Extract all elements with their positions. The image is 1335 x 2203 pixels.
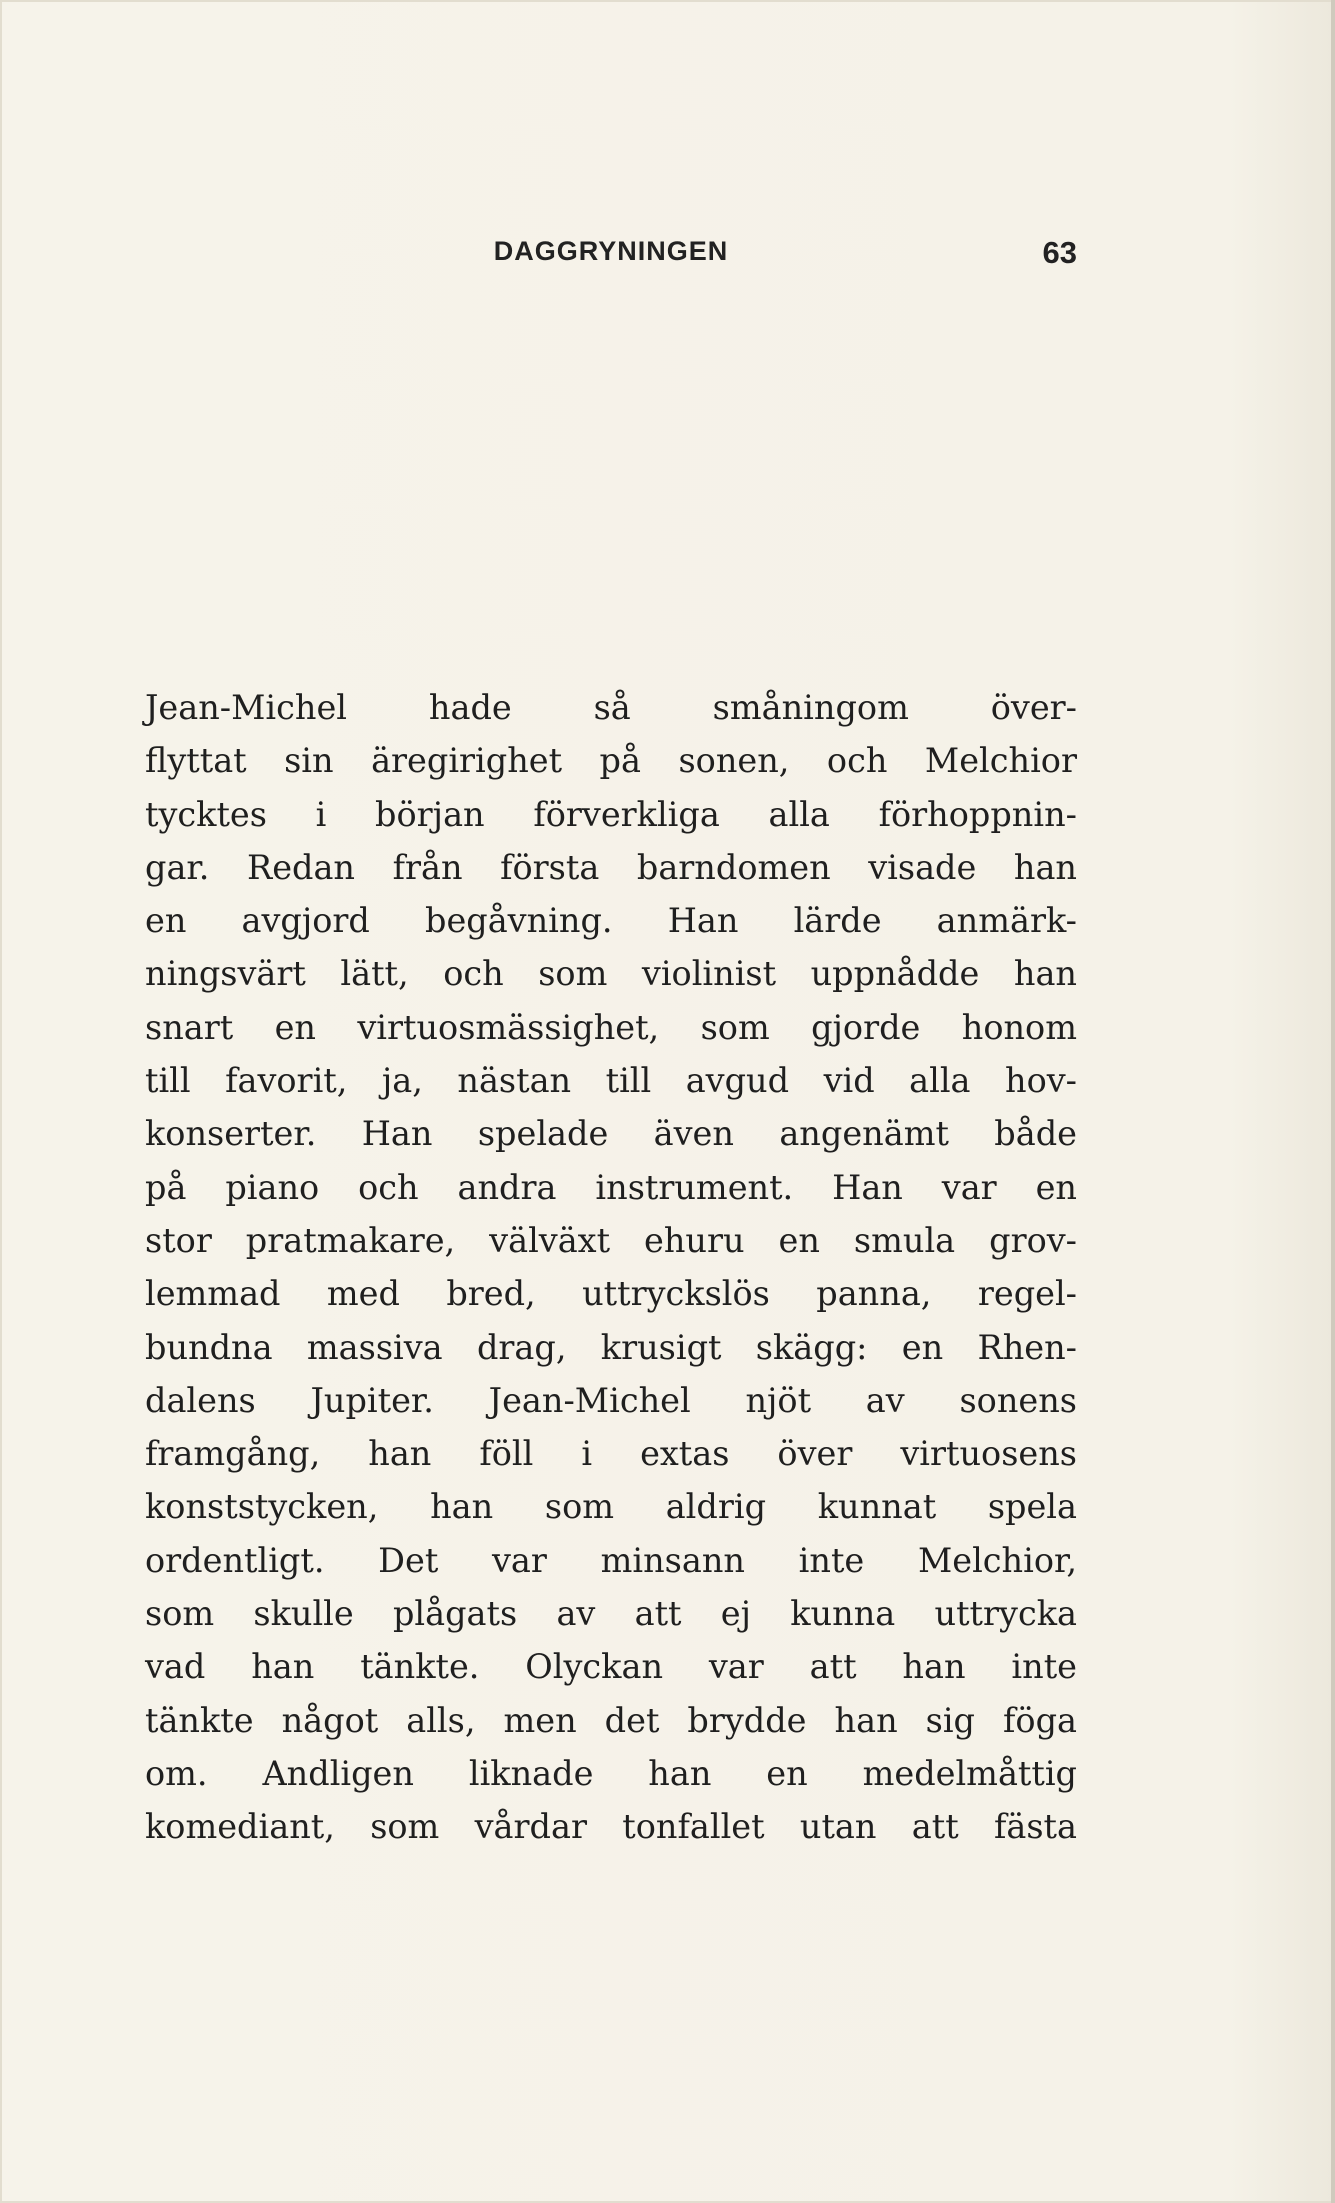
text-line: dalens Jupiter. Jean-Michel njöt av sonens: [145, 1380, 1077, 1420]
text-line: tycktes i början förverkliga alla förhoppnin-: [145, 794, 1077, 834]
text-line: lemmad med bred, uttryckslös panna, regel-: [145, 1274, 1077, 1314]
text-line: konserter. Han spelade även angenämt både: [145, 1114, 1077, 1154]
text-line: flyttat sin äregirighet på sonen, och Melchior: [145, 741, 1077, 781]
text-line: en avgjord begåvning. Han lärde anmärk-: [145, 901, 1077, 941]
running-head: [145, 236, 1077, 276]
text-line: snart en virtuosmässighet, som gjorde honom: [145, 1007, 1077, 1047]
text-line: till favorit, ja, nästan till avgud vid alla hov-: [145, 1061, 1077, 1101]
text-line: bundna massiva drag, krusigt skägg: en Rhen-: [145, 1327, 1077, 1367]
text-line: stor pratmakare, välväxt ehuru en smula grov-: [145, 1220, 1077, 1260]
text-line: på piano och andra instrument. Han var en: [145, 1167, 1077, 1207]
text-line: vad han tänkte. Olyckan var att han inte: [145, 1647, 1077, 1687]
page-edge: [1331, 0, 1335, 2203]
page-number: 63: [1042, 235, 1077, 270]
text-line: om. Andligen liknade han en medelmåttig: [145, 1753, 1077, 1793]
chapter-title: DAGGRYNINGEN: [493, 236, 729, 266]
text-line: framgång, han föll i extas över virtuosens: [145, 1434, 1077, 1474]
text-line: Jean-Michel hade så småningom över-: [145, 688, 1077, 727]
text-line: ordentligt. Det var minsann inte Melchior,: [145, 1540, 1077, 1580]
body-paragraph: [145, 681, 1077, 1854]
text-line: som skulle plågats av att ej kunna uttrycka: [145, 1594, 1077, 1634]
text-line: ningsvärt lätt, och som violinist uppnådde han: [145, 954, 1077, 994]
text-line: tänkte något alls, men det brydde han sig föga: [145, 1700, 1077, 1740]
text-line: komediant, som vårdar tonfallet utan att fästa: [145, 1807, 1077, 1847]
text-line: konststycken, han som aldrig kunnat spela: [145, 1487, 1077, 1527]
text-line: gar. Redan från första barndomen visade han: [145, 847, 1077, 887]
